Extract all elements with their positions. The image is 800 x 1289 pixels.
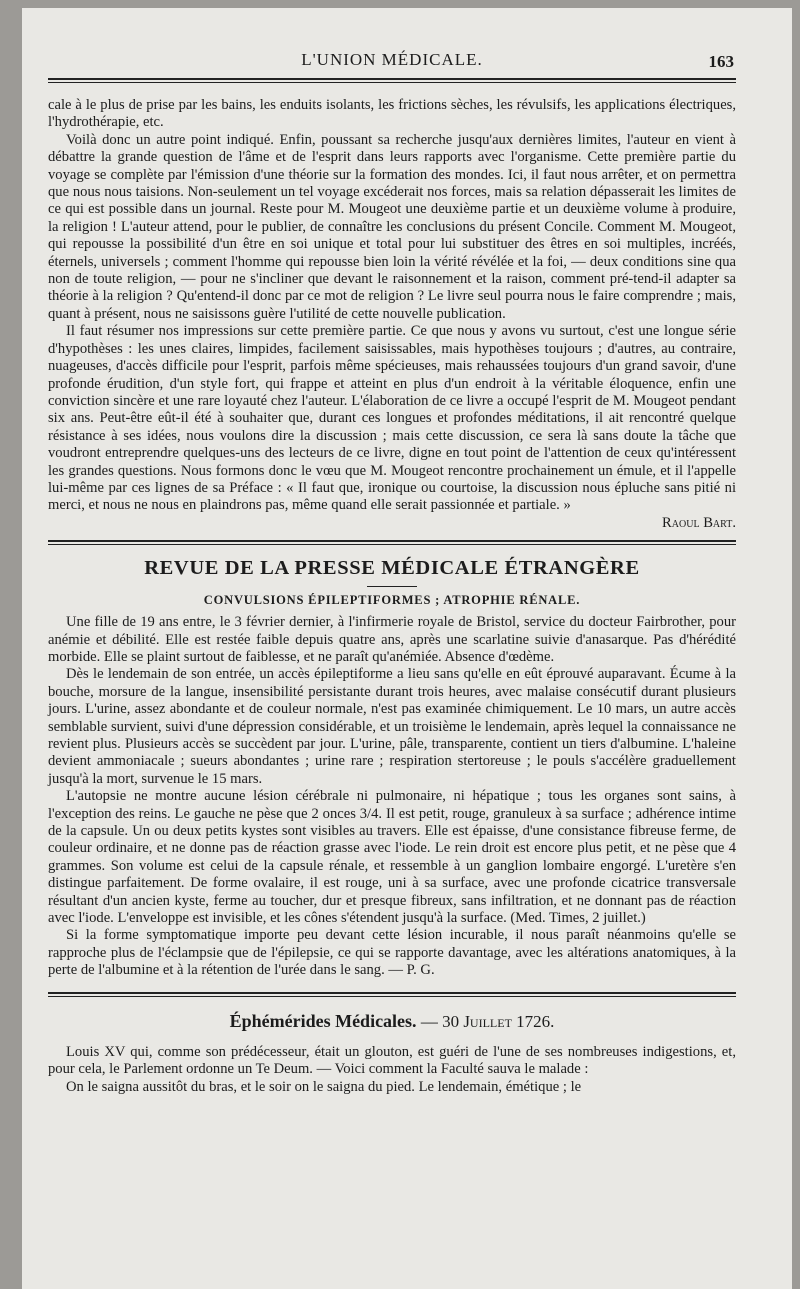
article-paragraph: Une fille de 19 ans entre, le 3 février dernier, à l'infirmerie royale de Bristol, service du docteur Fairbrother, pour anémie et débilité. Elle est restée faible depuis quatre ans, après une scarlatine suivie d'anasarque. Pas d'hérédité morbide. Elle se plaint surtout de faiblesse, et ne paraît qu'anémiée. Absence d'œdème.: [48, 614, 736, 665]
page: [22, 8, 792, 1289]
article-paragraph: cale à le plus de prise par les bains, les enduits isolants, les frictions sèches, les révulsifs, les applications électriques, l'hydrothérapie, etc.: [48, 97, 736, 131]
article-paragraph: L'autopsie ne montre aucune lésion cérébrale ni pulmonaire, ni hépatique ; tous les organes sont sains, à l'exception des reins. Le gauche ne pèse que 2 onces 3/4. Il est petit, rouge, granuleux à sa surface ; adhérence intime de la capsule. Un ou deux petits kystes sont visibles au travers. Elle est épaisse, d'une consistance fibreuse ferme, de couleur ordinaire, et ne donne pas de réaction grasse avec l'iode. Le rein droit est encore plus petit, et ne pèse que 4 grammes. Son volume est celui de la capsule rénale, et ressemble à un ganglion lombaire engorgé. L'uretère s'en distingue parfaitement. De forme ovalaire, il est rouge, uni à sa surface, avec une profonde cicatrice transversale résultant d'un ancien kyste, ferme au toucher, dur et presque fibreux, sans infiltration, et ne donnant pas de réaction avec l'iode. L'enveloppe est invisible, et les cônes s'étendent jusqu'à la surface. (Med. Times, 2 juillet.): [48, 788, 736, 927]
article-paragraph: Dès le lendemain de son entrée, un accès épileptiforme a lieu sans qu'elle en eût éprouvé auparavant. Écume à la bouche, morsure de la langue, insensibilité persistante durant trois heures, avec malaise consécutif durant plusieurs jours. L'urine, assez abondante et de couleur normale, n'est pas examinée chimiquement. Le 10 mars, un autre accès semblable survient, suivi d'une dépression considérable, et un troisième le lendemain, après lequel la connaissance ne revient plus. Plusieurs accès se succèdent par jour. L'urine, pâle, transparente, contient un tiers d'albumine. L'haleine devient ammoniacale ; sueurs abondantes ; urine rare ; respiration stertoreuse ; le pouls s'accélère graduellement jusqu'à la mort, survenue le 15 mars.: [48, 666, 736, 787]
article-press-review: [48, 614, 736, 980]
ephemerides-title: [48, 1011, 736, 1032]
section-title: REVUE DE LA PRESSE MÉDICALE ÉTRANGÈRE: [144, 557, 640, 580]
author-signature: Raoul Bart.: [662, 514, 736, 531]
section-subtitle: CONVULSIONS ÉPILEPTIFORMES ; ATROPHIE RÉNALE.: [203, 593, 581, 608]
article-review: [48, 97, 736, 532]
page-number: 163: [708, 52, 734, 71]
section-rule: [48, 540, 736, 545]
article-ephemerides: [48, 1044, 736, 1096]
page-content: [48, 8, 736, 1096]
page-header: [48, 8, 736, 78]
ephemerides-date: — 30 Juillet 1726.: [420, 1011, 555, 1031]
article-paragraph: Si la forme symptomatique importe peu devant cette lésion incurable, il nous paraît néanmoins qu'elle se rapproche plus de l'éclampsie que de l'épilepsie, ce qui se rapporte davantage, avec les altérations anatomiques, à la perte de l'albumine et à la rétention de l'urée dans le sang. — P. G.: [48, 927, 736, 979]
article-paragraph: Voilà donc un autre point indiqué. Enfin, poussant sa recherche jusqu'aux dernières limites, l'auteur en vient à débattre la grande question de l'âme et de l'esprit dans leurs rapports avec l'organisme. Cette première partie du voyage se complète par l'émission d'une théorie sur la formation des mondes. Ici, il faut nous arrêter, et on permettra que nous nous taisions. Non-seulement un tel voyage excéderait nos forces, mais sa relation dépasserait les limites de ce qui est possible dans un journal. Reste pour M. Mougeot une deuxième partie et un deuxième volume à produire, la religion ! L'auteur attend, pour le publier, de connaître les conclusions du présent Concile. Comment M. Mougeot, qui repousse la possibilité d'un être en soi unique et total pour lui substituer des êtres en soi multiples, incréés, éternels, universels ; comment l'homme qui repousse bien loin la vérité révélée et la foi, — deux conditions sine qua non de toute religion, — pour ne s'incliner que devant le raisonnement et la raison, comment pré-tend-il adapter sa théorie à la religion ? Qu'entend-il donc par ce mot de religion ? Le livre seul pourra nous le faire comprendre ; mais, quant à présent, nous ne saisissons guère l'utilité de cette nouvelle publication.: [48, 131, 736, 322]
article-paragraph: Il faut résumer nos impressions sur cette première partie. Ce que nous y avons vu surtout, c'est une longue série d'hypothèses : les unes claires, limpides, facilement saisissables, mais hypothèses toujours ; d'autres, au contraire, nuageuses, d'accès difficile pour l'esprit, parfois même spécieuses, mais rehaussées toujours d'un grand savoir, d'une profonde érudition, d'un style fort, qui frappe et atteint en plus d'un endroit à la véritable éloquence, enfin une conviction sincère et une rare loyauté chez l'auteur. L'élaboration de ce livre a occupé l'esprit de M. Mougeot pendant six ans. Peut-être eût-il été à souhaiter que, durant ces longues et profondes méditations, il ait rencontré quelque résistance à ses idées, nous voulons dire la discussion ; mais cette discussion, ce sera là sans doute la tâche que voudront entreprendre quelques-uns des lecteurs de ce livre, digne en tout point de l'attention de ceux qu'intéressent les grandes questions. Nous formons donc le vœu que M. Mougeot rencontre prochainement un émule, et il l'appelle lui-même par ces lignes de sa Préface : « Il faut que, ironique ou courtoise, la discussion nous épluche sans pitié ni merci, et nous ne nous en plaindrons pas, même quand elle serait passionnée et partiale. »: [48, 323, 736, 514]
section-rule: [48, 992, 736, 997]
article-paragraph: On le saigna aussitôt du bras, et le soir on le saigna du pied. Le lendemain, émétique ; le: [66, 1078, 582, 1095]
short-rule: [367, 586, 417, 587]
ephemerides-heading: Éphémérides Médicales.: [229, 1010, 417, 1031]
signature-line: [48, 515, 736, 532]
article-paragraph: Louis XV qui, comme son prédécesseur, était un glouton, est guéri de l'une de ses nombreuses indigestions, et, pour cela, le Parlement ordonne un Te Deum. — Voici comment la Faculté sauva le malade :: [48, 1043, 736, 1078]
header-rule: [48, 78, 736, 83]
running-title: L'UNION MÉDICALE.: [301, 50, 483, 69]
